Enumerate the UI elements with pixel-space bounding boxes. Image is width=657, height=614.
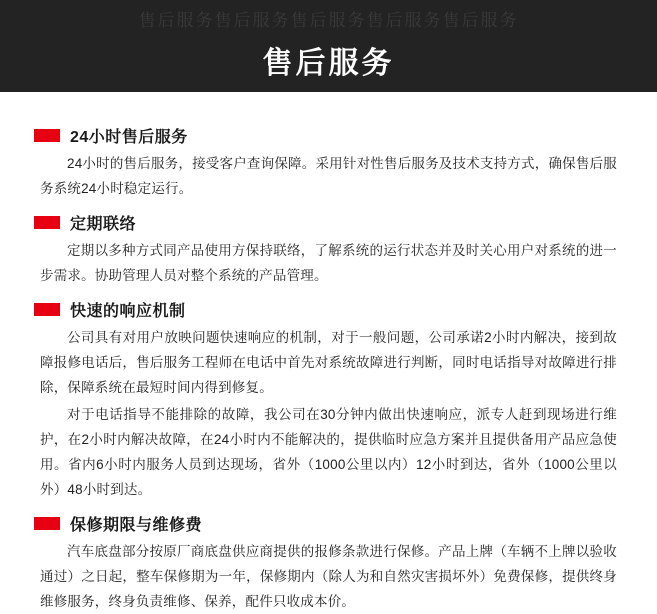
section-title: 定期联络 (70, 216, 137, 233)
section-regular-contact (34, 211, 617, 288)
section-24h-service (34, 124, 617, 201)
section-paragraph: 公司具有对用户放映问题快速响应的机制，对于一般问题，公司承诺2小时内解决，接到故障报修电话后，售后服务工程师在电话中首先对系统故障进行判断，同时电话指导对故障进行排除，保障系统在最短时间内得到修复。 (40, 330, 617, 395)
page-title: 售后服务 (262, 47, 395, 80)
section-title: 24小时售后服务 (70, 129, 188, 146)
red-square-bullet-icon (34, 216, 60, 229)
red-square-bullet-icon (34, 517, 60, 530)
section-heading (34, 124, 617, 147)
content-body (0, 92, 657, 614)
section-title: 保修期限与维修费 (70, 517, 203, 534)
section-heading (34, 211, 617, 234)
section-heading (34, 512, 617, 535)
red-square-bullet-icon (34, 303, 60, 316)
section-title: 快速的响应机制 (70, 303, 186, 320)
section-fast-response (34, 298, 617, 502)
section-warranty (34, 512, 617, 614)
section-paragraph: 汽车底盘部分按原厂商底盘供应商提供的报修条款进行保修。产品上牌（车辆不上牌以验收通过）之日起，整车保修期为一年，保修期内（除人为和自然灾害损坏外）免费保修，提供终身维修服务，终身负责维修、保养，配件只收成本价。 (40, 544, 617, 609)
section-paragraph: 定期以多种方式同产品使用方保持联络，了解系统的运行状态并及时关心用户对系统的进一步需求。协助管理人员对整个系统的产品管理。 (40, 243, 617, 283)
section-paragraph: 24小时的售后服务，接受客户查询保障。采用针对性售后服务及技术支持方式，确保售后服务系统24小时稳定运行。 (40, 156, 617, 196)
banner-watermark-text: 售后服务售后服务售后服务售后服务售后服务 (138, 11, 519, 30)
page-banner (0, 0, 657, 92)
red-square-bullet-icon (34, 129, 60, 142)
section-paragraph: 对于电话指导不能排除的故障，我公司在30分钟内做出快速响应，派专人赶到现场进行维护，在2小时内解决故障，在24小时内不能解决的，提供临时应急方案并且提供备用产品应急使用。省内6小时内服务人员到达现场，省外（1000公里以内）12小时到达，省外（1000公里以外）48小时到达。 (40, 407, 617, 497)
section-heading (34, 298, 617, 321)
